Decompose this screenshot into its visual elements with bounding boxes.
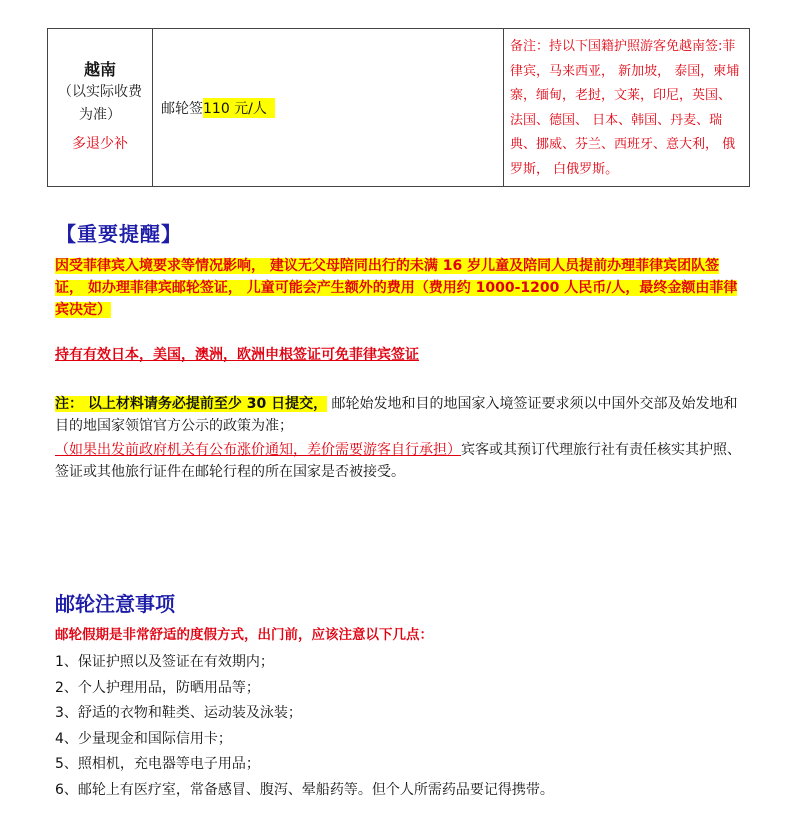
list-item: 5、照相机，充电器等电子用品； bbox=[55, 756, 260, 773]
cruise-intro: 邮轮假期是非常舒适的度假方式，出门前，应该注意以下几点： bbox=[55, 627, 433, 643]
visa-price: 110 元/人 bbox=[203, 98, 275, 118]
cruise-heading: 邮轮注意事项 bbox=[55, 592, 175, 616]
visa-table bbox=[47, 28, 750, 187]
price-note: （以实际收费为准） bbox=[58, 84, 142, 123]
reminder-paragraph-2: 持有有效日本，美国，澳洲，欧洲申根签证可免菲律宾签证 bbox=[55, 347, 419, 363]
reminder-paragraph-3: 注： 以上材料请务必提前至少 30 日提交， 邮轮始发地和目的地国家入境签证要求须以中国外交部及始发地和目的地国家领馆官方公示的政策为准； bbox=[55, 396, 738, 434]
list-item: 4、少量现金和国际信用卡； bbox=[55, 730, 232, 747]
reminder-paragraph-1: 因受菲律宾入境要求等情况影响， 建议无父母陪同出行的未满 16 岁儿童及陪同人员提前办理菲律宾团队签证， 如办理菲律宾邮轮签证， 儿童可能会产生额外的费用（费用约 1000-1200 人民币/人，最终金额由菲律宾决定） bbox=[55, 258, 738, 318]
list-item: 1、保证护照以及签证在有效期内； bbox=[55, 654, 274, 670]
deadline-highlight: 注： 以上材料请务必提前至少 30 日提交， bbox=[55, 396, 328, 412]
visa-price-cell bbox=[153, 29, 504, 186]
reminder-paragraph-4: （如果出发前政府机关有公布涨价通知，差价需要游客自行承担）宾客或其预订代理旅行社有责任核实其护照、签证或其他旅行证件在邮轮行程的所在国家是否被接受。 bbox=[55, 442, 741, 480]
reminder-heading: 【重要提醒】 bbox=[56, 222, 182, 246]
country-name: 越南 bbox=[83, 60, 116, 79]
remark-cell: 备注：持以下国籍护照游客免越南签:菲律宾，马来西亚， 新加坡， 泰国，柬埔寨，缅甸，老挝，文莱，印尼，英国、法国、德国、 日本、韩国、丹麦、瑞典、挪威、芬兰、西班牙、意大利， 俄罗斯， 白俄罗斯。 bbox=[510, 39, 740, 177]
country-cell bbox=[48, 29, 153, 186]
list-item: 3、舒适的衣物和鞋类、运动装及泳装； bbox=[55, 705, 302, 722]
visa-type: 邮轮签 bbox=[161, 100, 203, 117]
price-increase-note: （如果出发前政府机关有公布涨价通知，差价需要游客自行承担） bbox=[55, 442, 461, 458]
refund-note: 多退少补 bbox=[72, 136, 128, 152]
list-item: 2、个人护理用品，防晒用品等； bbox=[55, 679, 260, 696]
cruise-checklist bbox=[55, 650, 554, 804]
list-item: 6、邮轮上有医疗室，常备感冒、腹泻、晕船药等。但个人所需药品要记得携带。 bbox=[55, 781, 554, 798]
